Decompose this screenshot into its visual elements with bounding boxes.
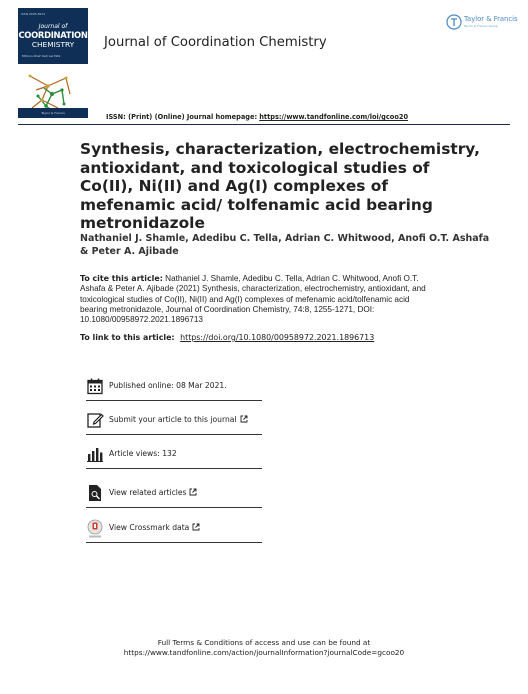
row-divider [86, 434, 262, 435]
publisher-logo-tagline: Taylor & Francis Group [464, 24, 498, 28]
published-online-row [86, 376, 262, 408]
crossmark-row[interactable] [86, 518, 262, 550]
publisher-logo-name: Taylor & Francis [464, 15, 518, 23]
article-doi-link[interactable]: https://doi.org/10.1080/00958972.2021.1896713 [180, 333, 375, 342]
issn-line [106, 113, 408, 121]
footer [0, 638, 528, 658]
row-divider [86, 400, 262, 401]
related-articles-row[interactable] [86, 483, 262, 515]
article-title: Synthesis, characterization, electrochemistry, antioxidant, and toxicological studies of Co(II), Ni(II) and Ag(I) complexes of mefenamic acid/ tolfenamic acid bearing metronidazole [80, 140, 480, 232]
journal-cover [18, 8, 88, 118]
calendar-icon [86, 377, 104, 395]
cover-issn: ISSN 0095-8972 [21, 12, 46, 16]
article-link-label: To link to this article: [80, 333, 175, 342]
footer-terms-link[interactable]: https://www.tandfonline.com/action/journalInformation?journalCode=gcoo20 [123, 648, 405, 657]
footer-terms-text: Full Terms & Conditions of access and use can be found at [157, 638, 371, 647]
article-link-line [80, 333, 374, 342]
article-views-row [86, 444, 262, 476]
external-link-icon [240, 415, 248, 423]
bar-chart-icon [86, 445, 104, 463]
row-divider [86, 542, 262, 543]
cover-journal-name: Journal of COORDINATION CHEMISTRY [18, 23, 88, 49]
row-divider [86, 468, 262, 469]
authors: Nathaniel J. Shamle, Adedibu C. Tella, Adrian C. Whitwood, Anofi O.T. Ashafa & Peter A. Ajibade [80, 233, 490, 257]
crossmark-icon [86, 519, 104, 539]
citation-label: To cite this article: [80, 274, 163, 283]
external-link-icon [192, 523, 200, 531]
cover-editor: Editor-in-Chief: Rudi van Eldik [22, 55, 61, 58]
related-articles-link[interactable]: View related articles [109, 488, 197, 497]
crossmark-link[interactable]: View Crossmark data [109, 523, 200, 532]
publisher-logo[interactable] [446, 14, 516, 34]
article-views-text: Article views: 132 [109, 449, 177, 458]
external-link-icon [189, 488, 197, 496]
row-divider [86, 507, 262, 508]
submit-article-link[interactable]: Submit your article to this journal [109, 415, 248, 424]
search-document-icon [86, 484, 104, 502]
published-online-text: Published online: 08 Mar 2021. [109, 381, 227, 390]
journal-title: Journal of Coordination Chemistry [104, 35, 327, 50]
edit-icon [86, 411, 104, 429]
header-divider [18, 124, 510, 125]
submit-article-row[interactable] [86, 410, 262, 442]
publisher-logo-icon [446, 14, 462, 30]
citation [80, 274, 430, 325]
issn-label: ISSN: (Print) (Online) Journal homepage: [106, 113, 258, 121]
citation-text: Nathaniel J. Shamle, Adedibu C. Tella, Adrian C. Whitwood, Anofi O.T. Ashafa & Peter A. Ajibade (2021) Synthesis, characterization, electrochemistry, antioxidant, and toxicological studies of Co(II), Ni(II) and Ag(I) complexes of mefenamic acid/tolfenamic acid bearing metronidazole, Journal of Coordination Chemistry, 74:8, 1255-1271, DOI: 10.1080/00958972.2021.1896713 [80, 274, 426, 325]
journal-homepage-link[interactable]: https://www.tandfonline.com/loi/gcoo20 [259, 113, 409, 121]
cover-publisher: Taylor & Francis [18, 108, 88, 118]
